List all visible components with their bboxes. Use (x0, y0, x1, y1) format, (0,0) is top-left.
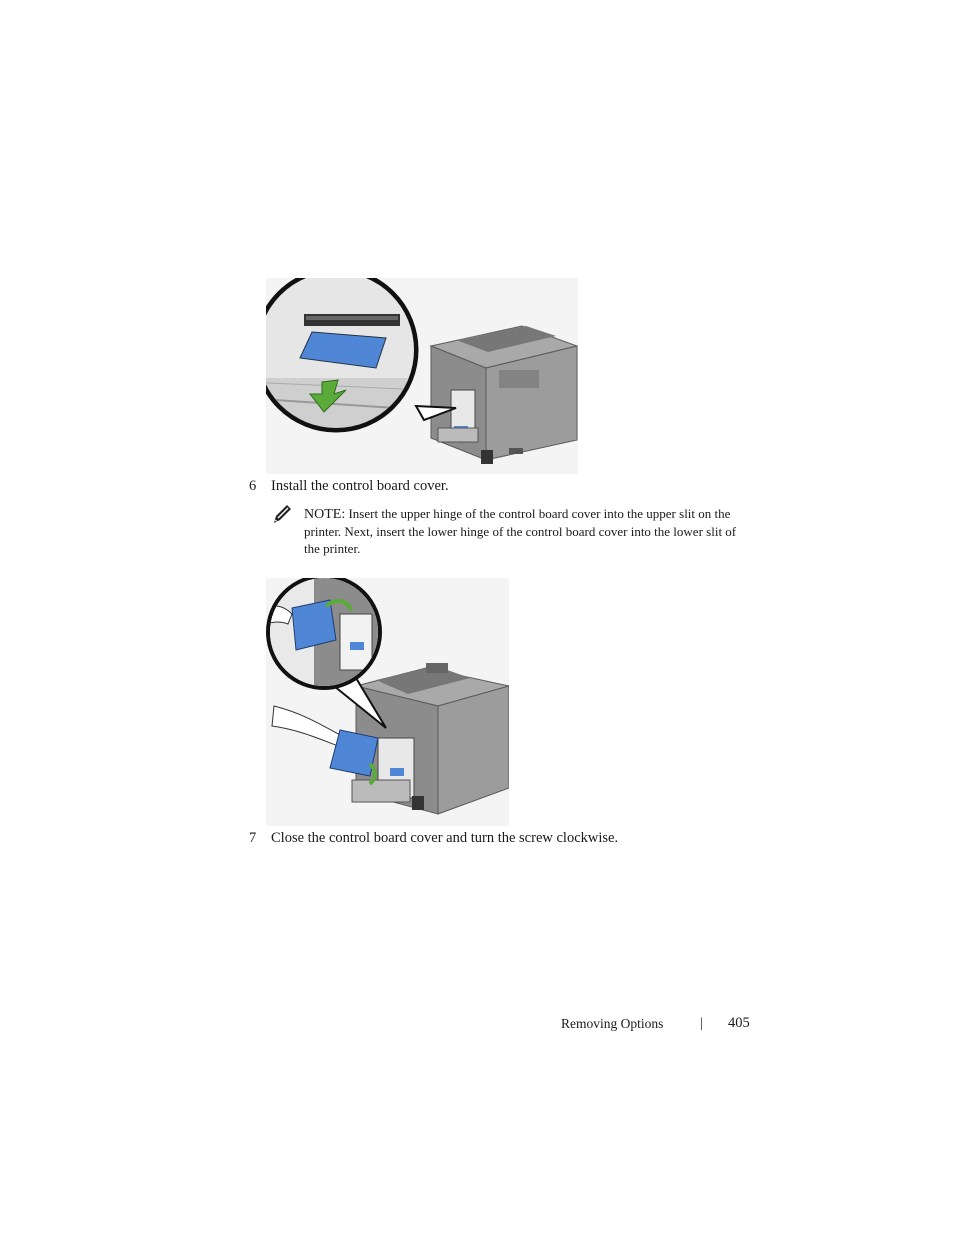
step-text: Install the control board cover. (271, 478, 449, 494)
pencil-note-icon (272, 503, 292, 525)
page-number: 405 (728, 1015, 750, 1031)
step-6 (249, 478, 669, 496)
footer-section-title: Removing Options (561, 1016, 664, 1031)
note-label: NOTE: (304, 507, 346, 522)
printer-illustration (431, 326, 577, 464)
figure-card-install (266, 278, 578, 474)
step-7 (249, 830, 709, 848)
figure-cover-install (266, 578, 509, 826)
note-icon-wrap (272, 503, 292, 525)
note-block (304, 505, 744, 557)
note-text: Insert the upper hinge of the control board cover into the upper slit on the printer. Next, insert the lower hinge of the control board cover into the lower slit of the printer. (304, 506, 737, 556)
step-number: 6 (249, 478, 257, 494)
footer-separator: | (700, 1015, 703, 1030)
step-number: 7 (249, 830, 257, 846)
step-text: Close the control board cover and turn the screw clockwise. (271, 830, 619, 846)
